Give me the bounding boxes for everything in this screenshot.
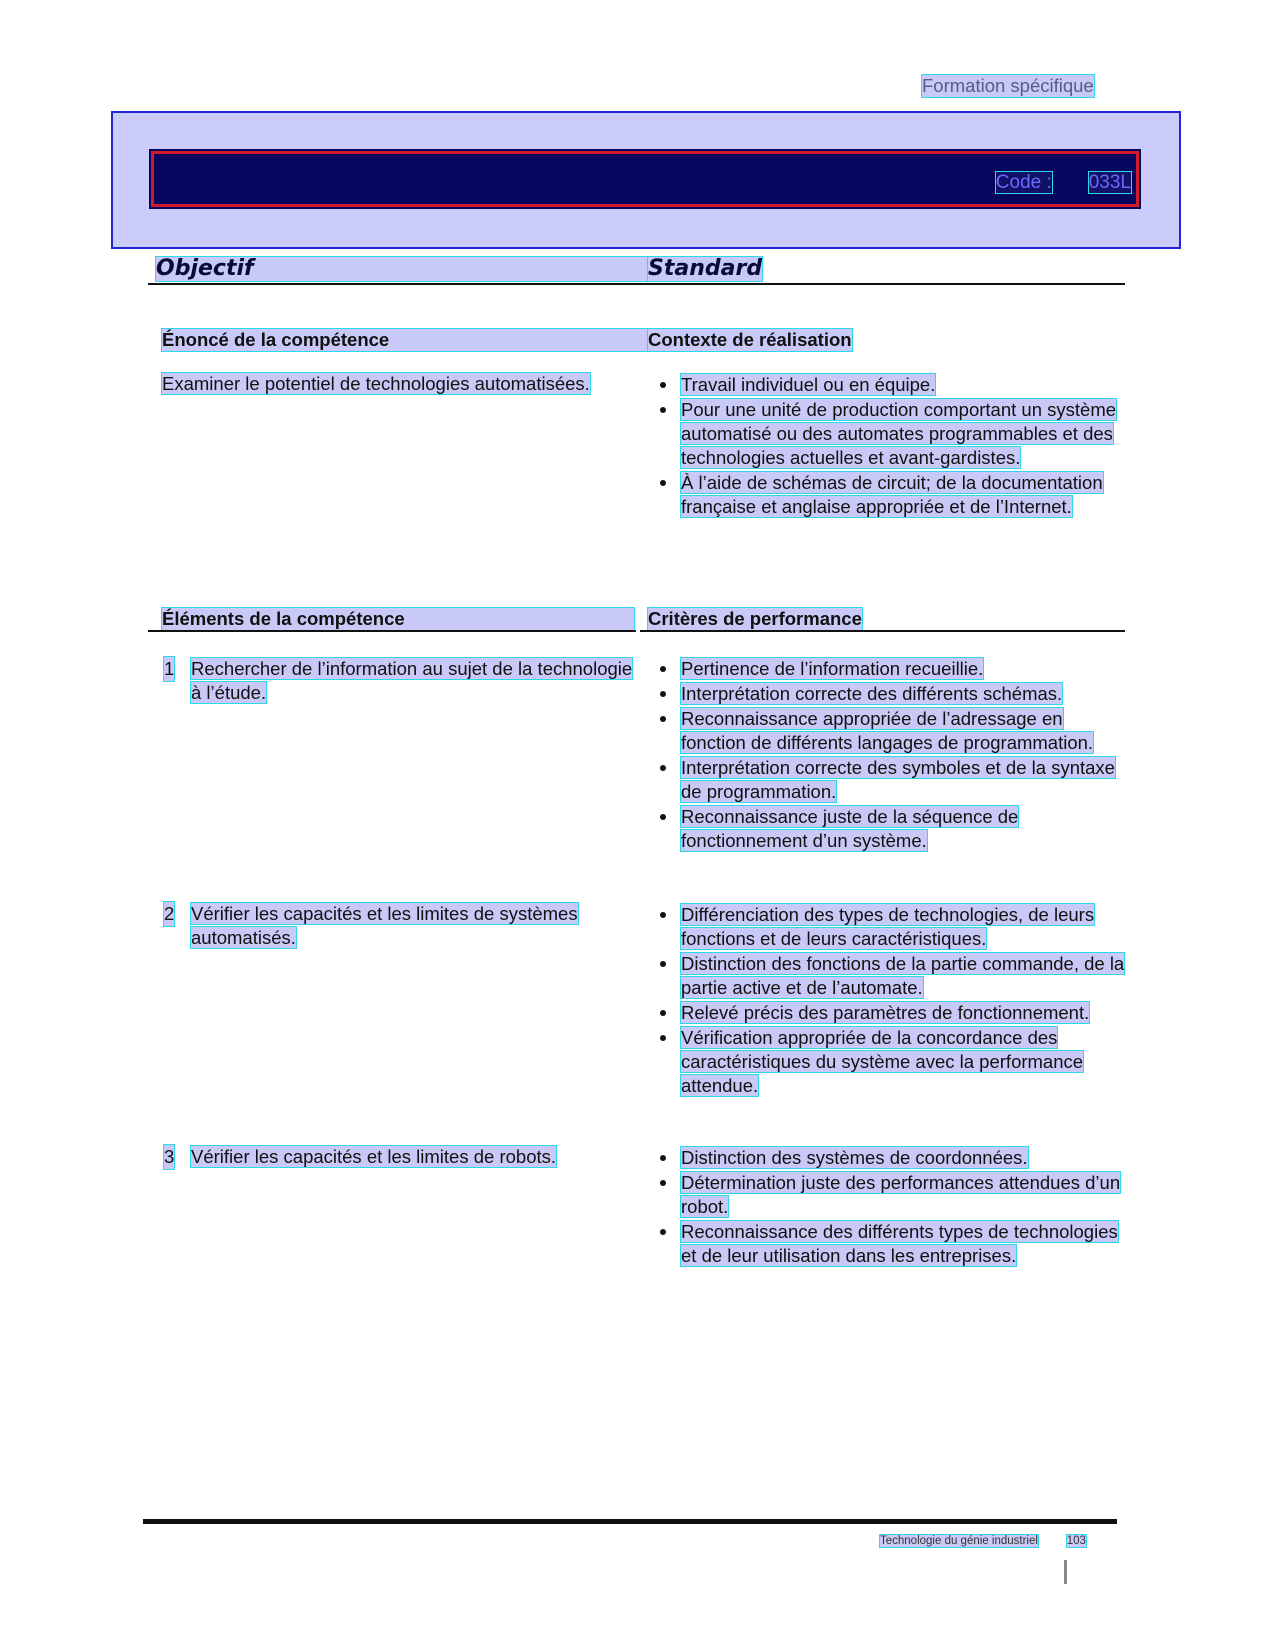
objective-heading: Objectif — [156, 257, 648, 281]
competence-statement — [162, 372, 648, 396]
criteria-item: Distinction des fonctions de la partie commande, de la partie active et de l’automate. — [657, 952, 1127, 1000]
criteria-heading: Critères de performance — [648, 608, 862, 629]
page-footer — [880, 1535, 1086, 1547]
criteria-item: Reconnaissance des différents types de technologies et de leur utilisation dans les entreprises. — [657, 1220, 1127, 1268]
footer-divider — [143, 1519, 1117, 1524]
criteria-item: Interprétation correcte des différents schémas. — [657, 682, 1127, 706]
competence-heading: Énoncé de la compétence — [162, 329, 648, 351]
element-number: 2 — [164, 903, 175, 924]
context-heading: Contexte de réalisation — [648, 329, 852, 350]
criteria-item: Détermination juste des performances attendues d’un robot. — [657, 1171, 1127, 1219]
criteria-item: Vérification appropriée de la concordance des caractéristiques du système avec la performance attendue. — [657, 1026, 1127, 1098]
context-item: Pour une unité de production comportant un système automatisé ou des automates programmables et des technologies actuelles et avant-gardistes. — [657, 398, 1127, 470]
criteria-item: Distinction des systèmes de coordonnées. — [657, 1146, 1127, 1170]
criteria-item: Pertinence de l’information recueillie. — [657, 657, 1127, 681]
criteria-list — [657, 903, 1127, 1099]
code-field — [996, 172, 1131, 194]
criteria-list — [657, 657, 1127, 854]
competence-statement-text: Examiner le potentiel de technologies automatisées. — [162, 373, 590, 394]
criteria-list — [657, 1146, 1127, 1269]
element-row — [164, 657, 644, 705]
heading-divider — [148, 283, 1125, 285]
criteria-item: Reconnaissance juste de la séquence de fonctionnement d’un système. — [657, 805, 1127, 853]
criteria-item: Relevé précis des paramètres de fonctionnement. — [657, 1001, 1127, 1025]
element-row — [164, 902, 644, 950]
section-label: Formation spécifique — [922, 75, 1094, 96]
header-section — [111, 111, 1181, 249]
element-row — [164, 1145, 644, 1169]
element-text: Vérifier les capacités et les limites de robots. — [191, 1146, 557, 1167]
elements-divider-left — [148, 630, 636, 632]
criteria-item: Différenciation des types de technologies, de leurs fonctions et de leurs caractéristiques. — [657, 903, 1127, 951]
context-item: Travail individuel ou en équipe. — [657, 373, 1127, 397]
text-cursor-mark — [1064, 1560, 1067, 1584]
context-item: À l’aide de schémas de circuit; de la documentation française et anglaise appropriée et de l’Internet. — [657, 471, 1127, 519]
elements-heading: Éléments de la compétence — [162, 608, 634, 630]
element-number: 3 — [164, 1146, 175, 1167]
element-text: Rechercher de l’information au sujet de la technologie à l’étude. — [191, 658, 633, 703]
title-banner — [151, 151, 1139, 207]
page-number: 103 — [1066, 1535, 1086, 1547]
code-value: 033L — [1088, 172, 1131, 193]
code-label: Code : — [995, 172, 1052, 193]
element-text: Vérifier les capacités et les limites de systèmes automatisés. — [191, 903, 578, 948]
elements-divider-right — [640, 630, 1125, 632]
context-list — [657, 373, 1127, 520]
standard-heading: Standard — [648, 256, 763, 281]
element-number: 1 — [164, 658, 175, 679]
criteria-item: Interprétation correcte des symboles et de la syntaxe de programmation. — [657, 756, 1127, 804]
footer-program: Technologie du génie industriel — [880, 1535, 1038, 1547]
criteria-item: Reconnaissance appropriée de l’adressage en fonction de différents langages de programmation. — [657, 707, 1127, 755]
